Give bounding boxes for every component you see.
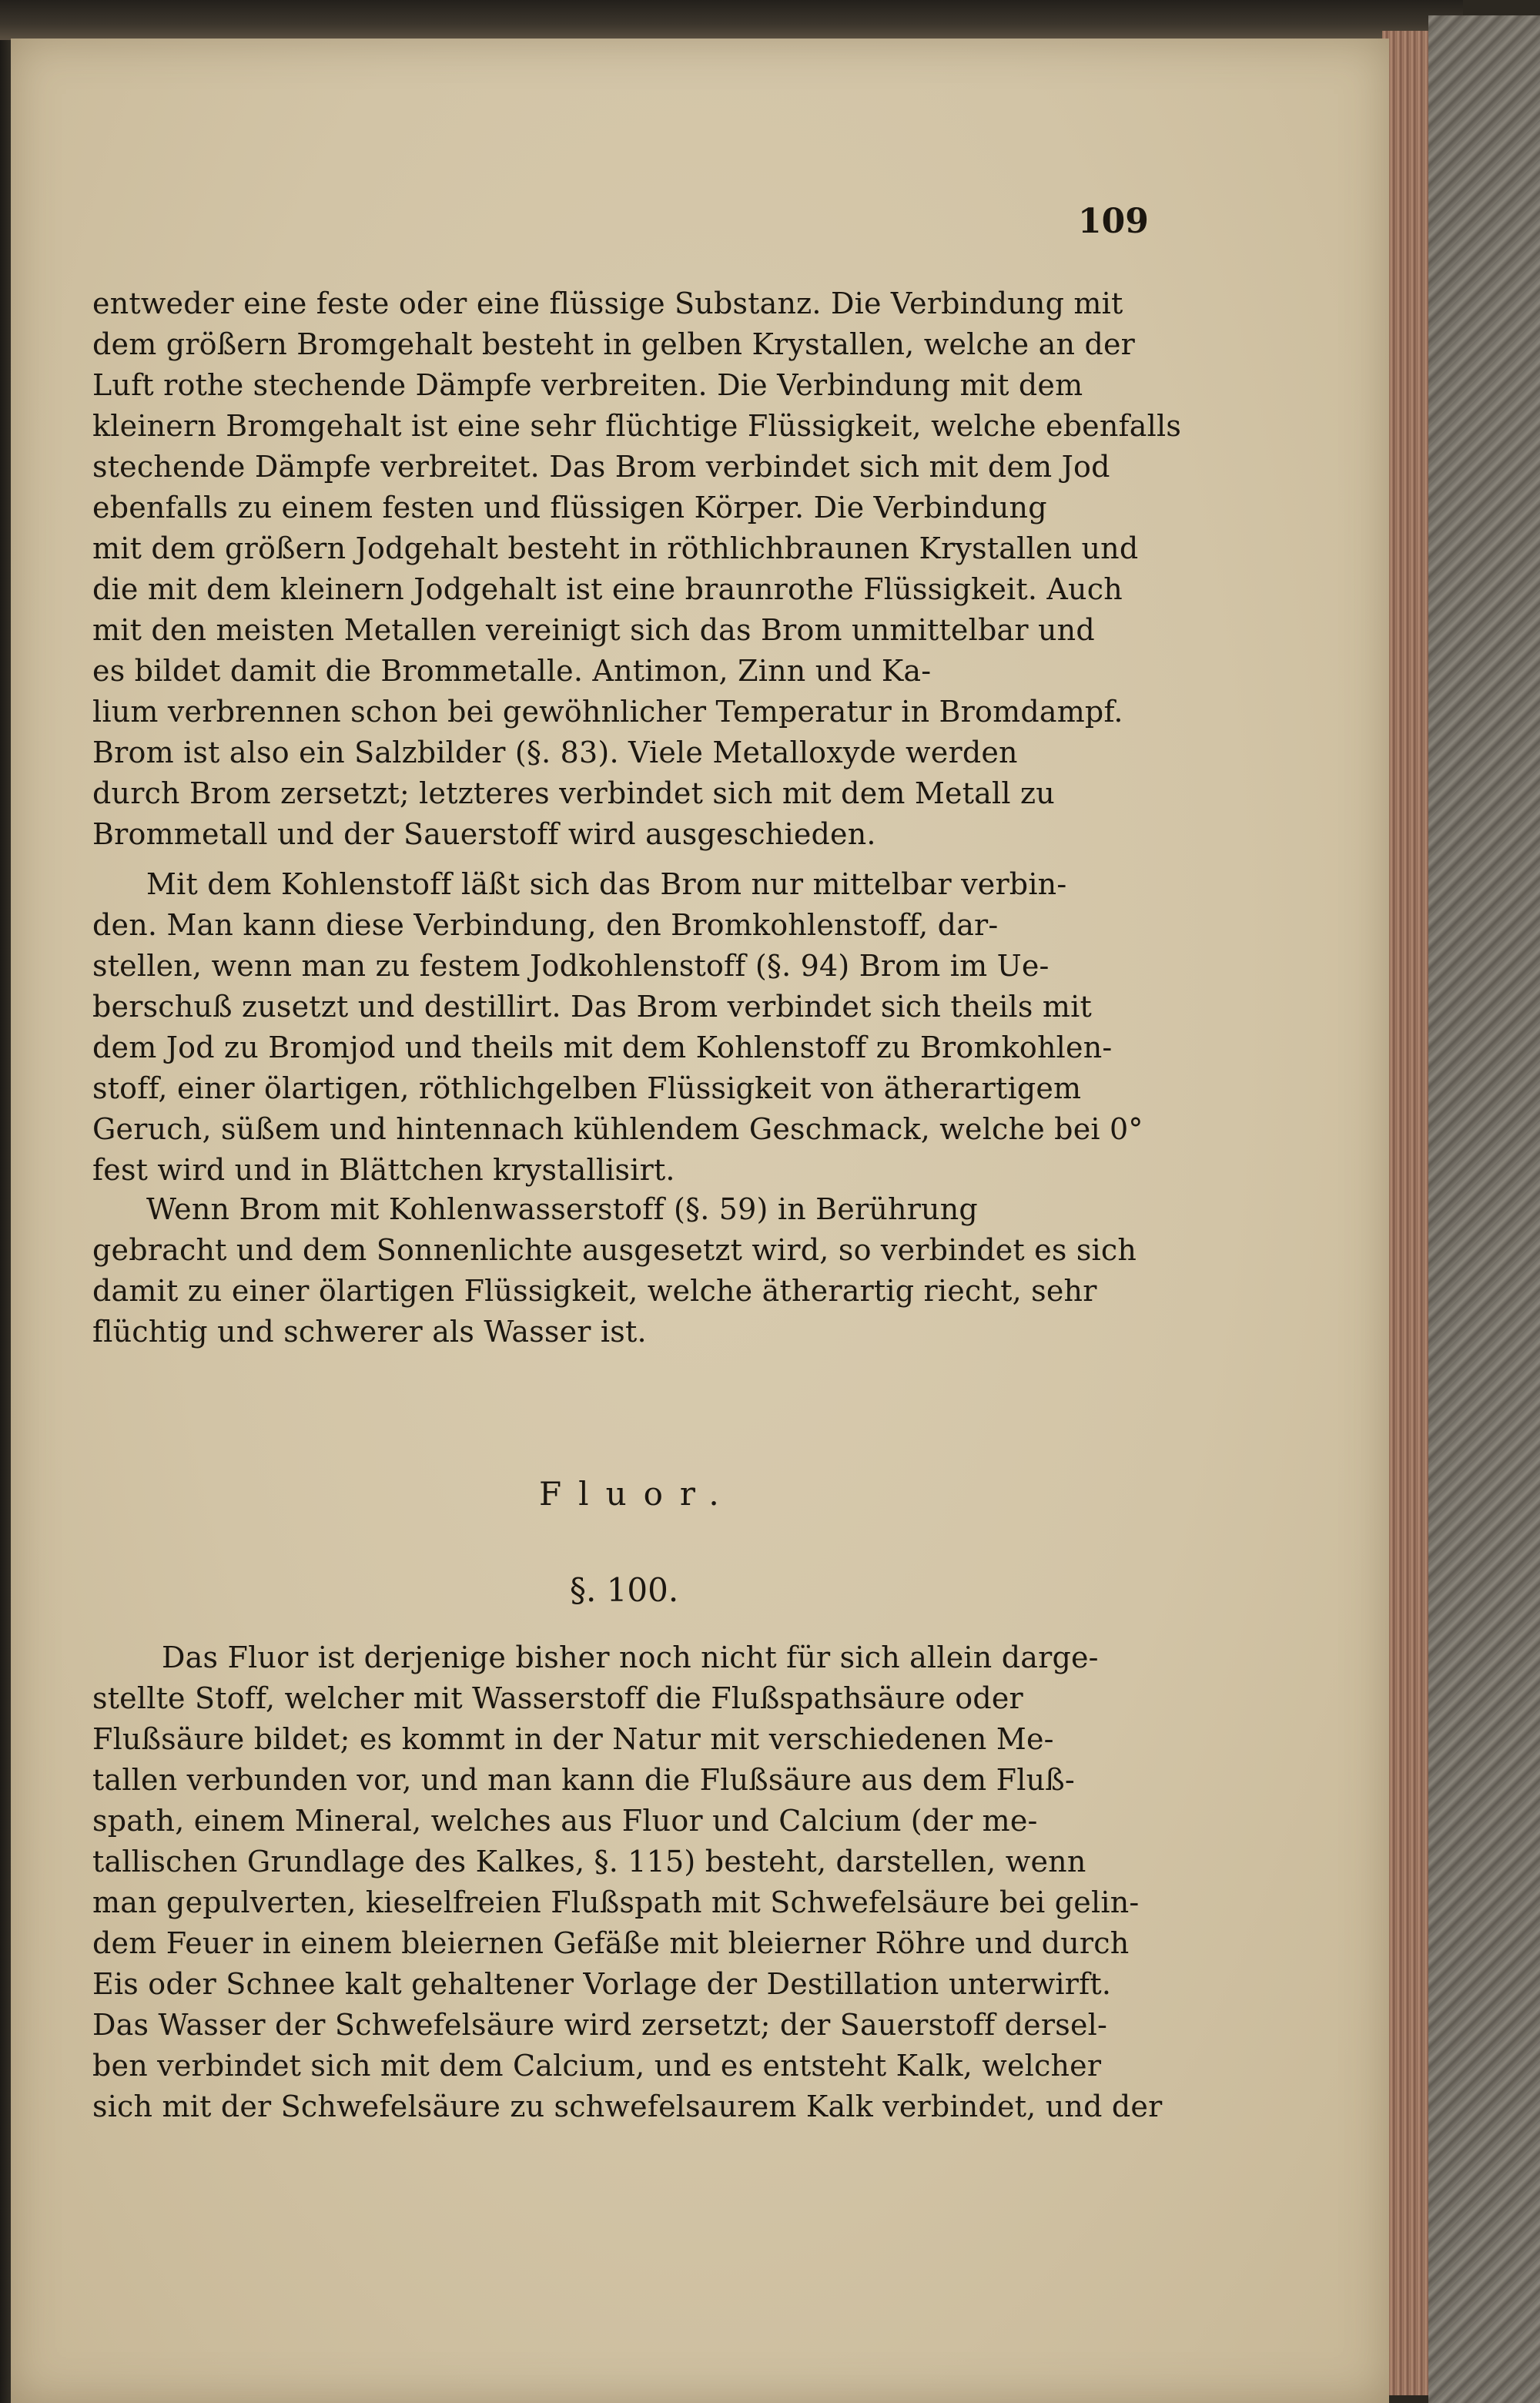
text-line: Geruch, süßem und hintennach kühlendem Geschmack, welche bei 0° [92,1112,1143,1146]
text-line: tallischen Grundlage des Kalkes, §. 115) besteht, darstellen, wenn [92,1845,1086,1878]
text-line: tallen verbunden vor, und man kann die Flußsäure aus dem Fluß- [92,1763,1075,1797]
page-stack-edge [1382,31,1428,2395]
section-number: §. 100. [570,1571,679,1609]
text-line: kleinern Bromgehalt ist eine sehr flüchtige Flüssigkeit, welche ebenfalls [92,409,1182,443]
text-line: lium verbrennen schon bei gewöhnlicher Temperatur in Bromdampf. [92,695,1123,729]
text-line: Luft rothe stechende Dämpfe verbreiten. Die Verbindung mit dem [92,368,1083,402]
text-line: flüchtig und schwerer als Wasser ist. [92,1315,647,1349]
text-line: mit den meisten Metallen vereinigt sich das Brom unmittelbar und [92,613,1095,647]
text-line: Brom ist also ein Salzbilder (§. 83). Viele Metalloxyde werden [92,736,1018,769]
text-line: durch Brom zersetzt; letzteres verbindet sich mit dem Metall zu [92,776,1055,810]
text-line: ben verbindet sich mit dem Calcium, und es entsteht Kalk, welcher [92,2049,1102,2083]
text-line: fest wird und in Blättchen krystallisirt. [92,1153,675,1187]
text-line: berschuß zusetzt und destillirt. Das Brom verbindet sich theils mit [92,990,1092,1024]
text-line: Flußsäure bildet; es kommt in der Natur mit verschiedenen Me- [92,1722,1054,1756]
text-line: stechende Dämpfe verbreitet. Das Brom verbindet sich mit dem Jod [92,450,1110,484]
text-line: damit zu einer ölartigen Flüssigkeit, welche ätherartig riecht, sehr [92,1274,1097,1308]
text-line: gebracht und dem Sonnenlichte ausgesetzt wird, so verbindet es sich [92,1233,1137,1267]
text-line: Das Fluor ist derjenige bisher noch nicht für sich allein darge- [162,1641,1099,1674]
text-line: sich mit der Schwefelsäure zu schwefelsaurem Kalk verbindet, und der [92,2090,1163,2123]
text-line: man gepulverten, kieselfreien Flußspath mit Schwefelsäure bei gelin- [92,1885,1140,1919]
text-line: dem Jod zu Bromjod und theils mit dem Kohlenstoff zu Bromkohlen- [92,1031,1113,1064]
text-line: mit dem größern Jodgehalt besteht in röthlichbraunen Krystallen und [92,531,1139,565]
text-line: stellen, wenn man zu festem Jodkohlenstoff (§. 94) Brom im Ue- [92,949,1050,983]
text-line: Wenn Brom mit Kohlenwasserstoff (§. 59) in Berührung [146,1192,978,1226]
text-line: dem größern Bromgehalt besteht in gelben Krystallen, welche an der [92,327,1136,361]
text-line: Mit dem Kohlenstoff läßt sich das Brom nur mittelbar verbin- [146,867,1067,901]
section-heading: Fluor. [539,1475,736,1513]
text-line: Das Wasser der Schwefelsäure wird zersetzt; der Sauerstoff dersel- [92,2008,1108,2042]
text-line: die mit dem kleinern Jodgehalt ist eine braunrothe Flüssigkeit. Auch [92,572,1123,606]
page-number: 109 [1078,202,1149,241]
text-line: ebenfalls zu einem festen und flüssigen Körper. Die Verbindung [92,491,1047,525]
text-line: dem Feuer in einem bleiernen Gefäße mit bleierner Röhre und durch [92,1926,1130,1960]
text-line: Eis oder Schnee kalt gehaltener Vorlage der Destillation unterwirft. [92,1967,1112,2001]
text-line: es bildet damit die Brommetalle. Antimon, Zinn und Ka- [92,654,932,688]
text-line: entweder eine feste oder eine flüssige Substanz. Die Verbindung mit [92,287,1123,320]
text-line: Brommetall und der Sauerstoff wird ausgeschieden. [92,817,876,851]
text-line: den. Man kann diese Verbindung, den Bromkohlenstoff, dar- [92,908,999,942]
text-line: spath, einem Mineral, welches aus Fluor und Calcium (der me- [92,1804,1038,1838]
text-line: stoff, einer ölartigen, röthlichgelben Flüssigkeit von ätherartigem [92,1071,1082,1105]
text-line: stellte Stoff, welcher mit Wasserstoff die Flußspathsäure oder [92,1681,1023,1715]
book-top-edge [0,0,1463,40]
book-cover-edge [1428,15,1540,2403]
